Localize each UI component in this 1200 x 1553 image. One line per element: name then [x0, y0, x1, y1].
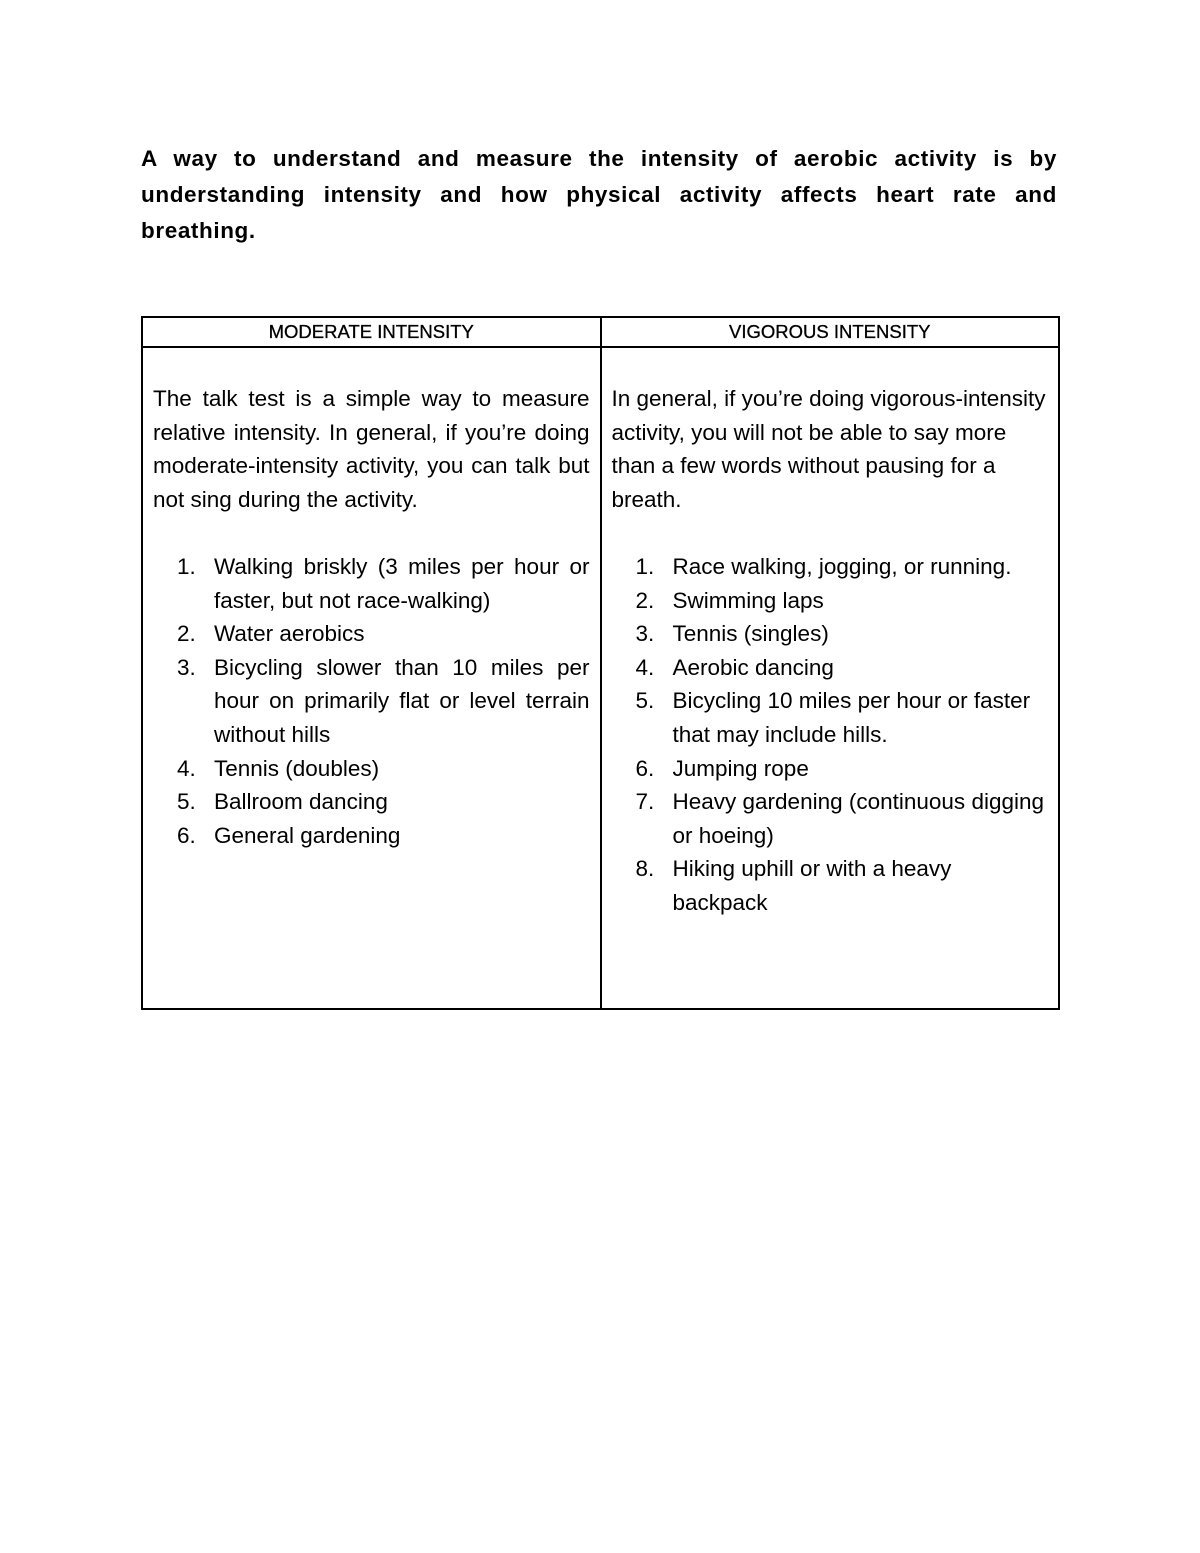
moderate-header: MODERATE INTENSITY: [142, 317, 601, 347]
list-item-text: Aerobic dancing: [672, 654, 834, 680]
list-item: [612, 584, 1049, 618]
list-number: 3.: [635, 621, 655, 647]
list-item: [153, 651, 590, 752]
list-item: [153, 550, 590, 617]
list-number: 8.: [635, 856, 655, 882]
list-number: 5.: [635, 688, 655, 714]
list-item-text: Bicycling slower than 10 miles per hour on primarily flat or level terrain without hills: [214, 654, 590, 747]
list-item: [612, 550, 1049, 584]
moderate-cell: [142, 347, 601, 1009]
list-item-text: Ballroom dancing: [214, 789, 388, 815]
list-number: 2.: [635, 587, 655, 613]
list-item: [612, 852, 1049, 919]
list-number: 1.: [635, 553, 655, 579]
list-item: [612, 684, 1049, 751]
list-item: [153, 617, 590, 651]
list-item: [612, 651, 1049, 685]
list-number: 2.: [177, 621, 196, 647]
list-item: [612, 617, 1049, 651]
list-number: 6.: [635, 755, 655, 781]
vigorous-activity-list: [612, 550, 1049, 920]
list-number: 7.: [635, 789, 655, 815]
table-header-row: [142, 317, 1059, 347]
list-item: [612, 752, 1049, 786]
list-number: 4.: [177, 755, 196, 781]
list-item-text: Jumping rope: [672, 755, 809, 781]
list-item-text: Water aerobics: [214, 621, 365, 647]
list-item: [153, 819, 590, 853]
list-item-text: Swimming laps: [672, 587, 824, 613]
list-item: [612, 785, 1049, 852]
list-item-text: Heavy gardening (continuous digging or hoeing): [672, 789, 1045, 848]
list-number: 6.: [177, 822, 196, 848]
list-item-text: Walking briskly (3 miles per hour or faster, but not race-walking): [214, 553, 590, 613]
list-number: 3.: [177, 654, 196, 680]
list-number: 4.: [635, 654, 655, 680]
intensity-table: [141, 316, 1060, 1010]
list-number: 5.: [177, 789, 196, 815]
list-item-text: General gardening: [214, 822, 401, 848]
intro-paragraph: A way to understand and measure the intensity of aerobic activity is by understanding intensity and how physical activity affects heart rate and breathing.: [141, 146, 1057, 243]
moderate-description: The talk test is a simple way to measure relative intensity. In general, if you’re doing moderate-intensity activity, you can talk but not sing during the activity.: [153, 386, 590, 512]
list-item-text: Hiking uphill or with a heavy backpack: [672, 856, 952, 915]
list-item: [153, 785, 590, 819]
list-item: [153, 752, 590, 786]
moderate-activity-list: [153, 550, 590, 852]
list-item-text: Tennis (doubles): [214, 755, 380, 781]
vigorous-header: VIGOROUS INTENSITY: [601, 317, 1060, 347]
table-body-row: [142, 347, 1059, 1009]
list-number: 1.: [177, 553, 196, 579]
list-item-text: Race walking, jogging, or running.: [672, 553, 1012, 579]
vigorous-cell: [601, 347, 1060, 1009]
vigorous-description: In general, if you’re doing vigorous-intensity activity, you will not be able to say more than a few words without pausing for a breath.: [611, 386, 1046, 512]
list-item-text: Tennis (singles): [672, 621, 829, 647]
list-item-text: Bicycling 10 miles per hour or faster that may include hills.: [672, 688, 1031, 747]
